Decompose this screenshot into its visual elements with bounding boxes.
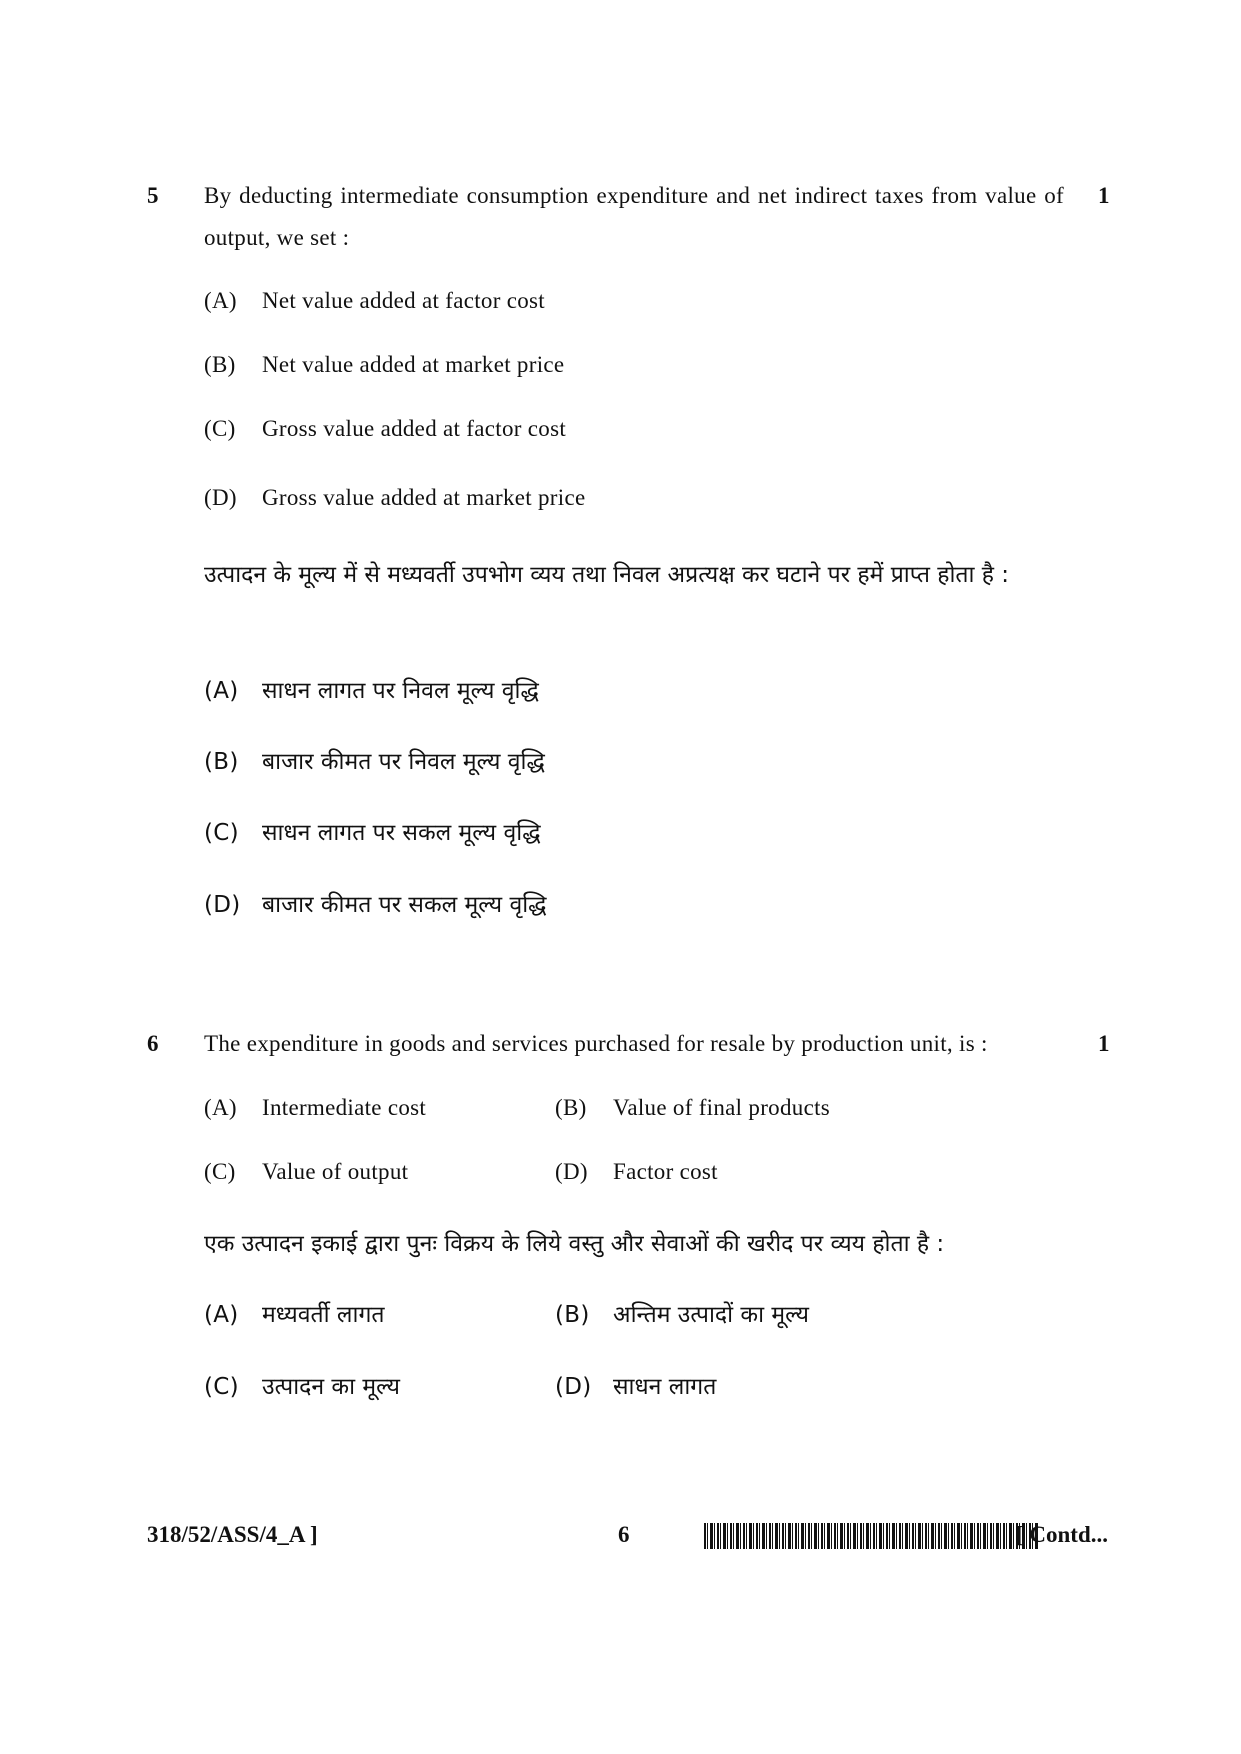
- question-6-stem-hindi: एक उत्पादन इकाई द्वारा पुनः विक्रय के लिये वस्तु और सेवाओं की खरीद पर व्यय होता है :: [204, 1231, 945, 1257]
- option-text: Gross value added at factor cost: [262, 416, 567, 441]
- question-5-option-c-english: [204, 416, 566, 442]
- question-5-stem-english: By deducting intermediate consumption expenditure and net indirect taxes from value of output, we set :: [204, 183, 1064, 250]
- question-5-stem-hindi: उत्पादन के मूल्य में से मध्यवर्ती उपभोग व्यय तथा निवल अप्रत्यक्ष कर घटाने पर हमें प्राप्त होता है :: [204, 562, 1010, 588]
- option-label: (B): [204, 749, 239, 775]
- question-5-option-b-hindi: [204, 744, 545, 776]
- option-label: (A): [204, 288, 237, 313]
- option-text: Gross value added at market price: [262, 485, 586, 510]
- footer-page-number: 6: [618, 1522, 630, 1547]
- option-text: मध्यवर्ती लागत: [262, 1302, 385, 1328]
- question-6-marks: 1: [1098, 1031, 1110, 1056]
- option-label: (B): [204, 352, 236, 377]
- barcode-icon: [704, 1523, 1038, 1549]
- question-5-option-c-hindi: [204, 815, 541, 847]
- question-6-stem-english: The expenditure in goods and services purchased for resale by production unit, is :: [204, 1031, 988, 1056]
- option-label: (A): [204, 1095, 237, 1120]
- question-5-option-b-english: [204, 352, 564, 378]
- option-text: Net value added at market price: [262, 352, 565, 377]
- question-6-option-a-english: [204, 1095, 426, 1121]
- question-5-number: 5: [147, 183, 159, 208]
- option-text: बाजार कीमत पर निवल मूल्य वृद्धि: [262, 749, 545, 775]
- option-text: Value of output: [262, 1159, 409, 1184]
- option-text: उत्पादन का मूल्य: [262, 1374, 400, 1400]
- option-label: (D): [204, 485, 237, 510]
- question-5-option-a-hindi: [204, 673, 539, 705]
- question-6-option-d-hindi: [555, 1369, 716, 1401]
- option-text: बाजार कीमत पर सकल मूल्य वृद्धि: [262, 892, 547, 918]
- question-6-option-b-hindi: [555, 1297, 809, 1329]
- option-text: साधन लागत पर निवल मूल्य वृद्धि: [262, 678, 539, 704]
- option-label: (D): [555, 1159, 588, 1184]
- option-label: (C): [204, 820, 239, 846]
- question-6-number: 6: [147, 1031, 159, 1056]
- option-label: (D): [204, 892, 241, 918]
- option-label: (C): [204, 416, 236, 441]
- question-6-option-b-english: [555, 1095, 830, 1121]
- option-text: अन्तिम उत्पादों का मूल्य: [613, 1302, 809, 1328]
- question-6-option-c-english: [204, 1159, 408, 1185]
- question-6-option-d-english: [555, 1159, 718, 1185]
- option-label: (B): [555, 1095, 587, 1120]
- option-text: साधन लागत: [613, 1374, 717, 1400]
- option-text: Value of final products: [613, 1095, 831, 1120]
- option-label: (D): [555, 1374, 592, 1400]
- question-5-option-a-english: [204, 288, 545, 314]
- footer-paper-code: 318/52/ASS/4_A ]: [147, 1522, 318, 1547]
- option-label: (A): [204, 1302, 239, 1328]
- option-text: Intermediate cost: [262, 1095, 427, 1120]
- footer-contd: [ Contd...: [1016, 1522, 1109, 1547]
- option-label: (C): [204, 1374, 239, 1400]
- option-label: (A): [204, 678, 239, 704]
- question-5-option-d-hindi: [204, 887, 547, 919]
- question-5-option-d-english: [204, 485, 585, 511]
- question-6-option-a-hindi: [204, 1297, 385, 1329]
- option-text: Factor cost: [613, 1159, 718, 1184]
- option-text: साधन लागत पर सकल मूल्य वृद्धि: [262, 820, 541, 846]
- option-label: (B): [555, 1302, 590, 1328]
- question-6-option-c-hindi: [204, 1369, 400, 1401]
- option-label: (C): [204, 1159, 236, 1184]
- question-5-marks: 1: [1098, 183, 1110, 208]
- option-text: Net value added at factor cost: [262, 288, 545, 313]
